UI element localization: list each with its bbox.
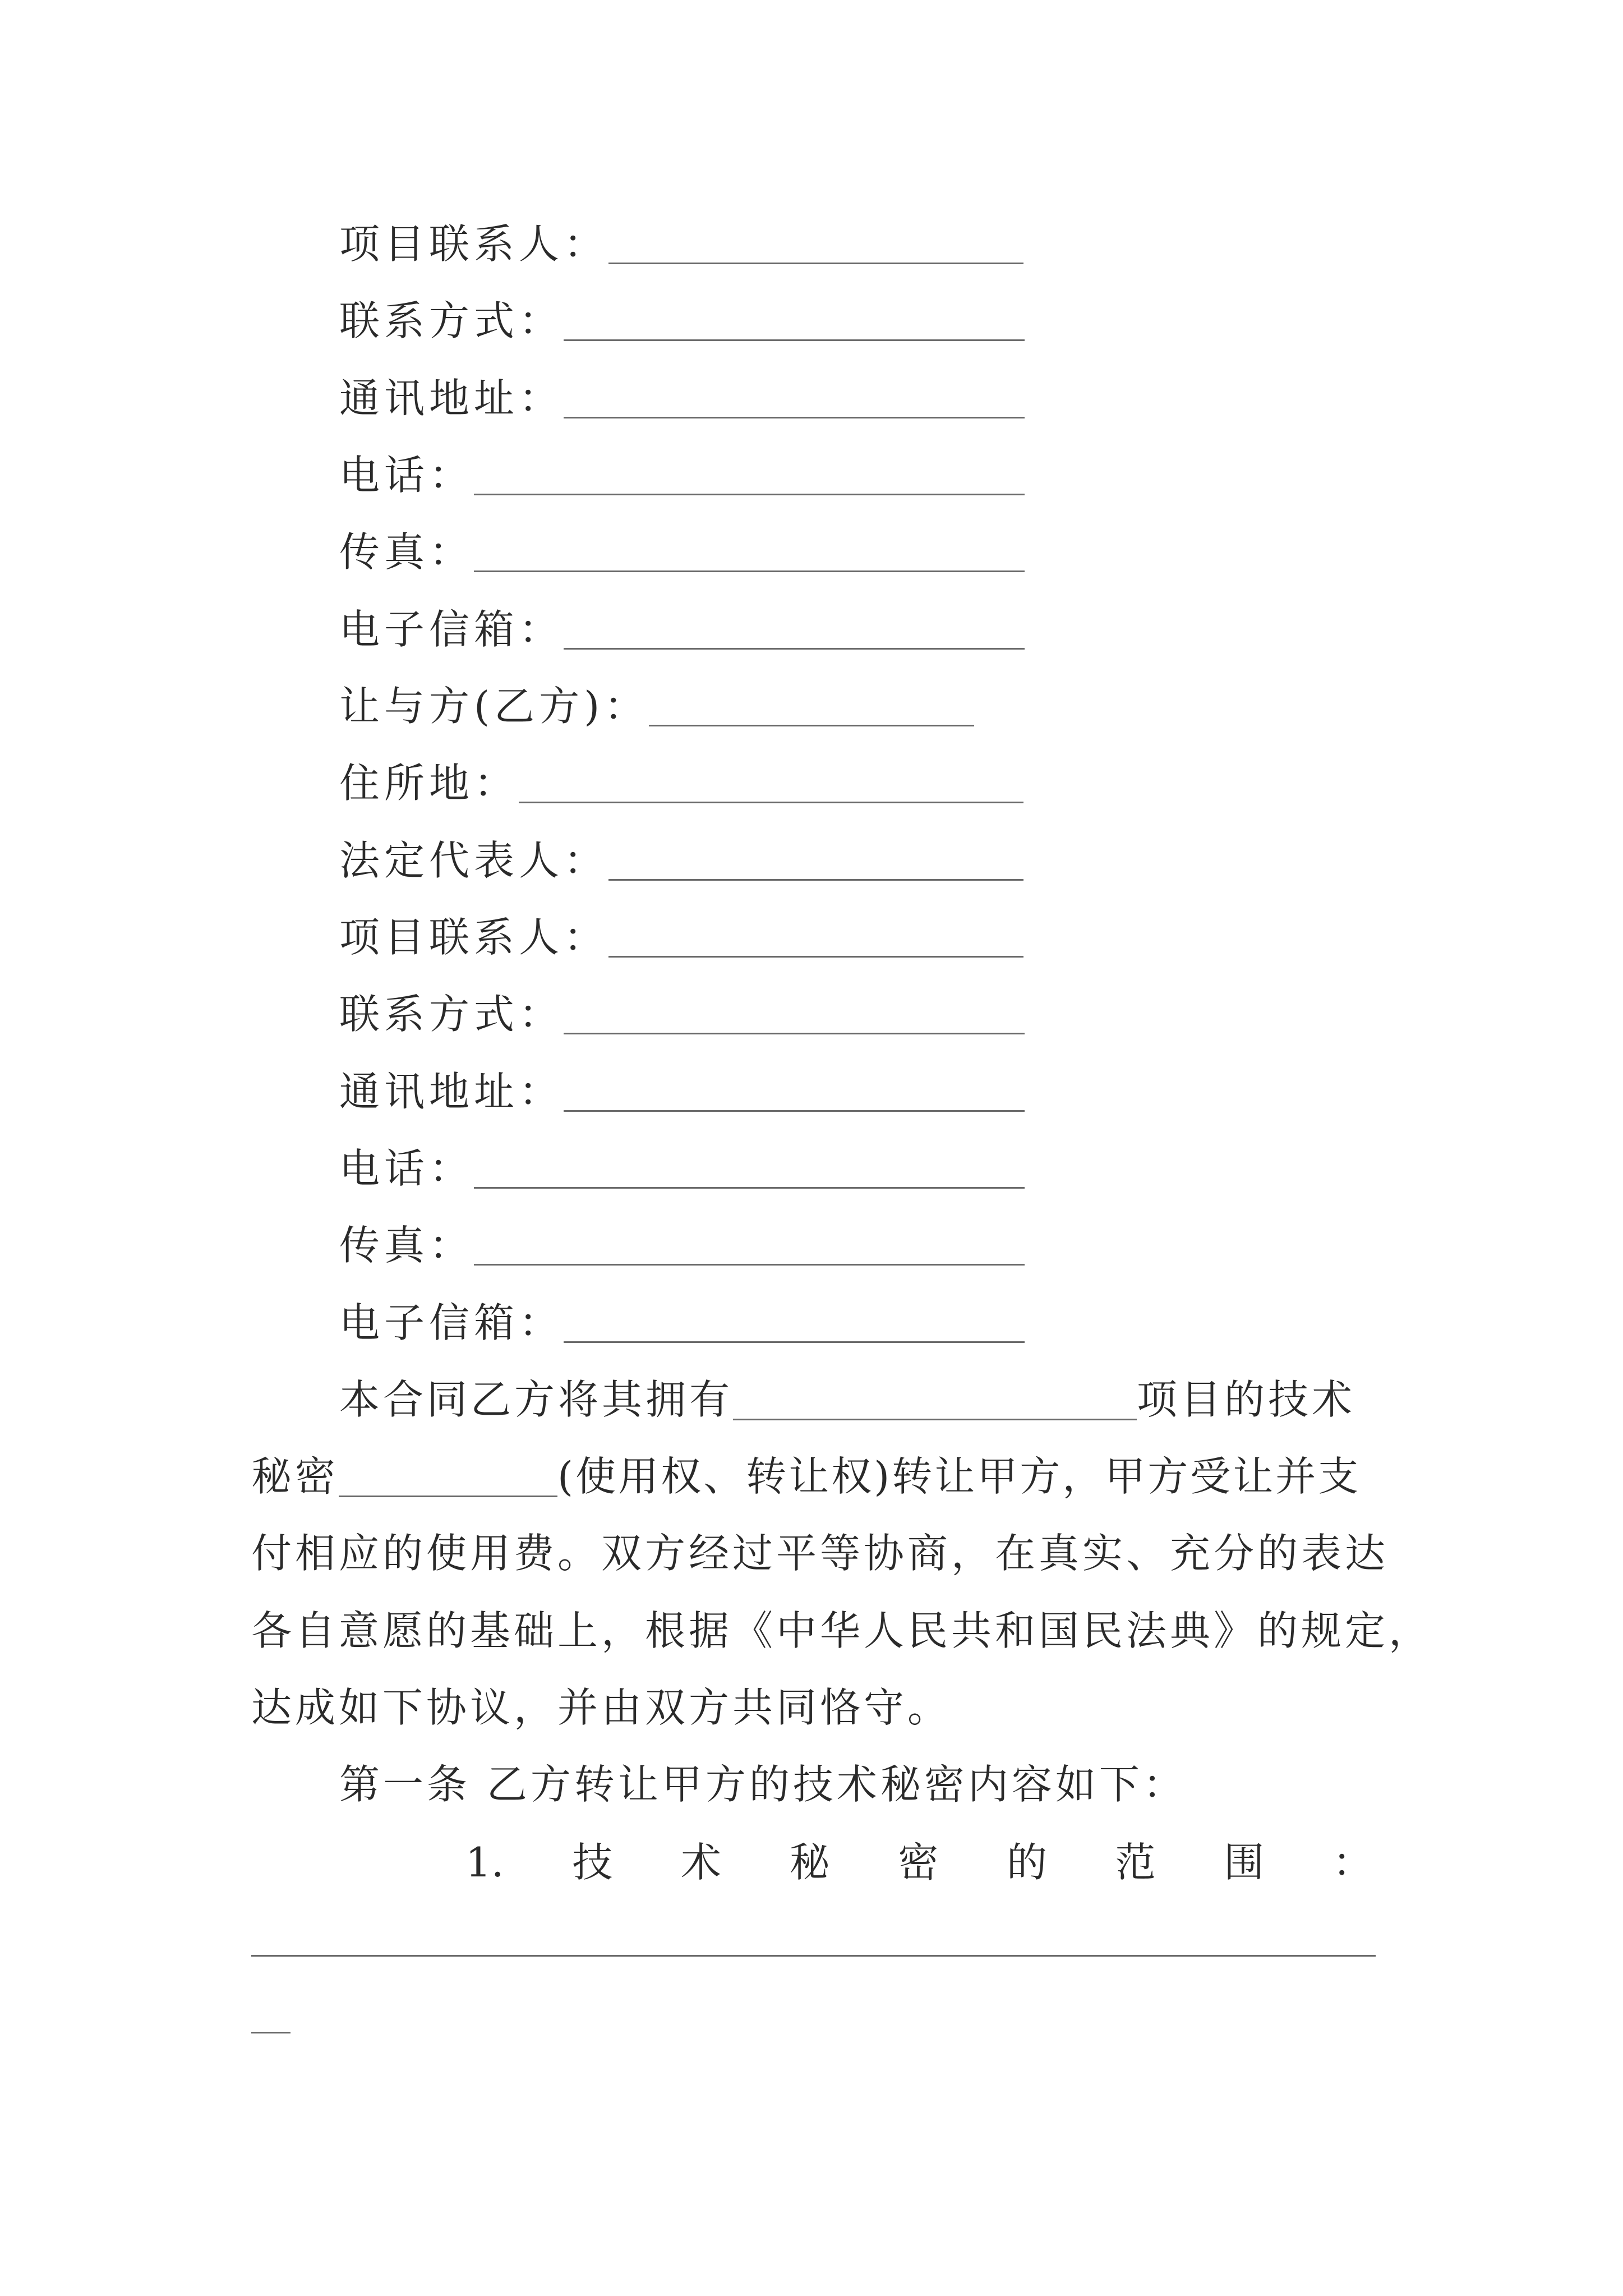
- field-row-party-a-project-contact: [339, 216, 1023, 272]
- field-row-party-b-email: [339, 1295, 1025, 1351]
- field-label: 电话：: [339, 452, 474, 499]
- field-label: 通讯地址：: [339, 1068, 564, 1115]
- intro-text: 项目的技术: [1137, 1376, 1356, 1423]
- field-row-party-a-phone: [339, 447, 1025, 503]
- fill-in-line[interactable]: [649, 725, 974, 726]
- field-row-party-b-contact-method: [339, 986, 1025, 1042]
- field-label: 联系方式：: [339, 297, 564, 344]
- fill-in-line[interactable]: [474, 570, 1025, 572]
- intro-paragraph-line-1: [339, 1369, 1390, 1430]
- item-char: 技: [572, 1839, 613, 1886]
- scope-fill-in-line-continuation[interactable]: [251, 2032, 291, 2033]
- item-char: 术: [681, 1839, 722, 1886]
- fill-in-line[interactable]: [564, 1033, 1025, 1034]
- field-row-party-b-project-contact: [339, 909, 1023, 965]
- item-char: 密: [898, 1839, 939, 1886]
- scope-fill-in-line[interactable]: [251, 1955, 1376, 1957]
- fill-in-line[interactable]: [474, 494, 1025, 495]
- field-label: 联系方式：: [339, 991, 564, 1038]
- fill-in-line[interactable]: [608, 956, 1023, 958]
- field-row-party-b-fax: [339, 1217, 1025, 1273]
- field-label: 传真：: [339, 528, 474, 576]
- article-1-heading: [339, 1754, 1390, 1815]
- field-label: 传真：: [339, 1222, 474, 1269]
- field-label: 通讯地址：: [339, 375, 564, 422]
- right-type-blank[interactable]: [339, 1496, 557, 1497]
- field-row-party-b-phone: [339, 1140, 1025, 1197]
- intro-paragraph-line-2: [251, 1446, 1390, 1507]
- intro-text: 本合同乙方将其拥有: [339, 1376, 734, 1423]
- item-char: 围: [1224, 1839, 1265, 1886]
- fill-in-line[interactable]: [608, 263, 1023, 264]
- intro-paragraph-line-4: [251, 1600, 1433, 1662]
- fill-in-line[interactable]: [564, 648, 1025, 650]
- field-label: 让与方(乙方)：: [339, 683, 649, 730]
- article-1-item-1-label: [465, 1832, 1373, 1893]
- fill-in-line[interactable]: [564, 1110, 1025, 1112]
- intro-text: (使用权、转让权)转让甲方，甲方受让并支: [557, 1453, 1361, 1500]
- field-label: 电话：: [339, 1145, 474, 1192]
- field-row-party-b-legal-rep: [339, 832, 1023, 889]
- intro-text: 付相应的使用费。双方经过平等协商，在真实、充分的表达: [251, 1530, 1389, 1577]
- field-row-party-a-email: [339, 601, 1025, 657]
- intro-text: 各自意愿的基础上，根据《中华人民共和国民法典》的规定，: [251, 1607, 1433, 1654]
- field-row-party-a-mailing-address: [339, 370, 1025, 426]
- field-label: 项目联系人：: [339, 220, 609, 268]
- fill-in-line[interactable]: [564, 1341, 1025, 1343]
- field-row-party-b-mailing-address: [339, 1064, 1025, 1120]
- item-char: 秘: [789, 1839, 830, 1886]
- field-label: 电子信箱：: [339, 1299, 564, 1346]
- item-char: ：: [1332, 1839, 1373, 1886]
- fill-in-line[interactable]: [474, 1187, 1025, 1189]
- fill-in-line[interactable]: [564, 339, 1025, 341]
- item-char: 范: [1115, 1839, 1156, 1886]
- fill-in-line[interactable]: [608, 879, 1023, 881]
- field-row-party-b-title: [339, 678, 974, 734]
- field-label: 电子信箱：: [339, 606, 564, 653]
- item-char: 的: [1006, 1839, 1047, 1886]
- field-row-party-a-fax: [339, 524, 1025, 580]
- fill-in-line[interactable]: [474, 1264, 1025, 1266]
- intro-text: 达成如下协议，并由双方共同恪守。: [251, 1684, 952, 1731]
- article-heading-text: 第一条 乙方转让甲方的技术秘密内容如下：: [339, 1761, 1187, 1808]
- field-row-party-a-contact-method: [339, 293, 1025, 349]
- item-char: 1.: [465, 1839, 504, 1886]
- fill-in-line[interactable]: [564, 417, 1025, 418]
- field-row-party-b-residence: [339, 755, 1023, 811]
- field-label: 项目联系人：: [339, 914, 609, 961]
- field-label: 住所地：: [339, 760, 519, 807]
- fill-in-line[interactable]: [519, 802, 1023, 803]
- intro-paragraph-line-3: [251, 1522, 1390, 1584]
- project-name-blank[interactable]: [733, 1419, 1137, 1420]
- intro-paragraph-line-5: [251, 1677, 1390, 1738]
- field-label: 法定代表人：: [339, 837, 609, 884]
- intro-text: 秘密: [251, 1453, 339, 1500]
